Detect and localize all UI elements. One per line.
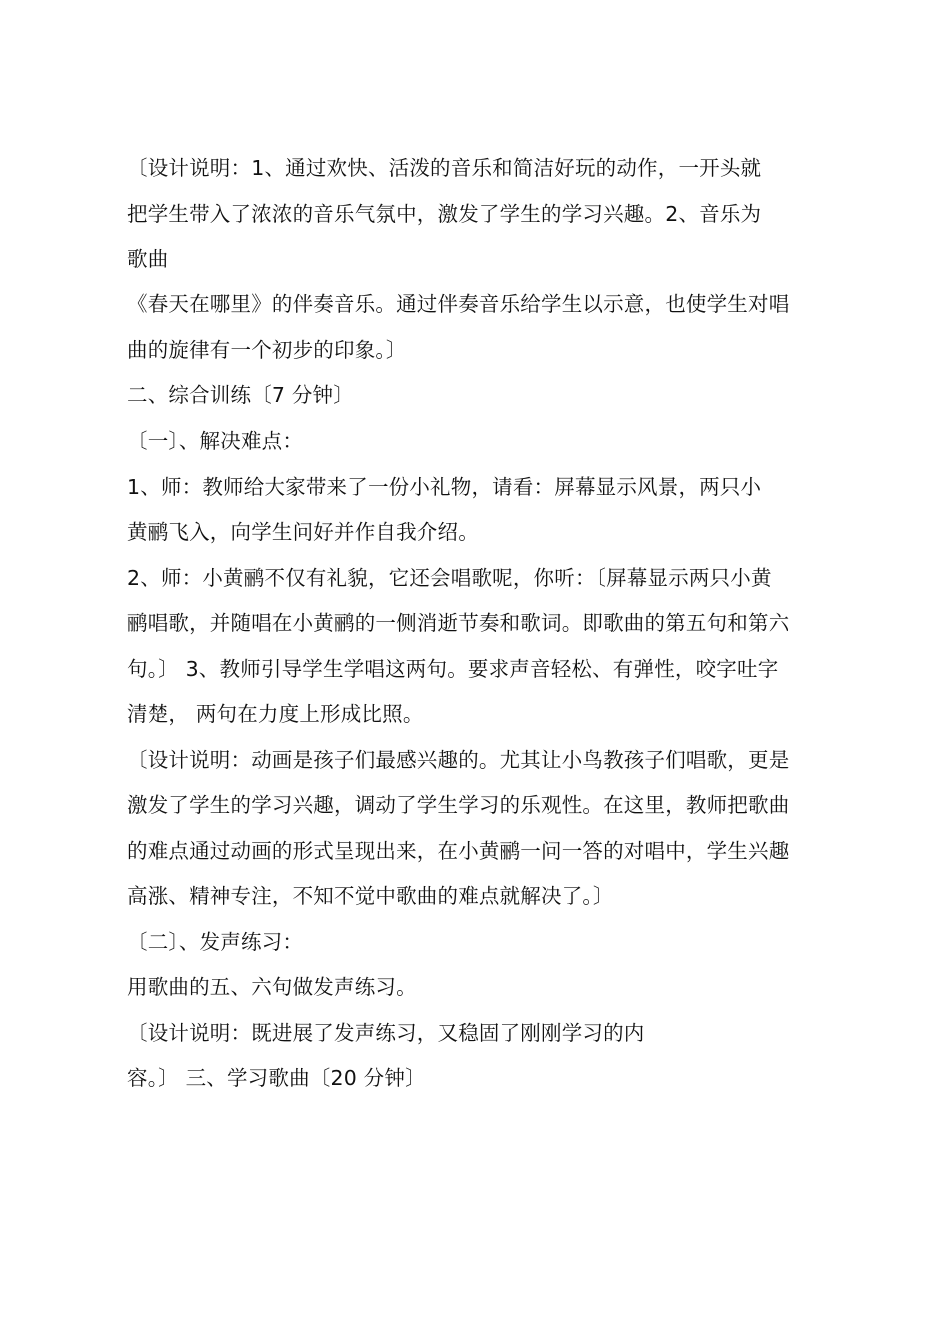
subsection-heading: 〔一〕、解决难点： <box>127 429 304 453</box>
text-line: 《春天在哪里》的伴奏音乐。通过伴奏音乐给学生以示意，也使学生对唱 <box>127 292 790 316</box>
text-line: 句。〕 3、教师引导学生学唱这两句。要求声音轻松、有弹性，咬字吐字 <box>127 657 779 681</box>
text-line: 激发了学生的学习兴趣，调动了学生学习的乐观性。在这里，教师把歌曲 <box>127 793 790 817</box>
section-heading: 二、综合训练〔7 分钟〕 <box>127 383 354 407</box>
text-line: 鹂唱歌，并随唱在小黄鹂的一侧消逝节奏和歌词。即歌曲的第五句和第六 <box>127 611 790 635</box>
text-line: 2、师：小黄鹂不仅有礼貌，它还会唱歌呢，你听：〔屏幕显示两只小黄 <box>127 566 772 590</box>
text-line: 1、师：教师给大家带来了一份小礼物，请看：屏幕显示风景，两只小 <box>127 475 762 499</box>
text-line: 〔设计说明：动画是孩子们最感兴趣的。尤其让小鸟教孩子们唱歌，更是 <box>127 748 790 772</box>
text-line: 用歌曲的五、六句做发声练习。 <box>127 975 417 999</box>
text-line: 歌曲 <box>127 247 169 271</box>
text-line: 高涨、精神专注，不知不觉中歌曲的难点就解决了。〕 <box>127 884 614 908</box>
text-line: 〔设计说明：既进展了发声练习，又稳固了刚刚学习的内 <box>127 1021 645 1045</box>
text-line: 的难点通过动画的形式呈现出来，在小黄鹂一问一答的对唱中，学生兴趣 <box>127 839 790 863</box>
text-line: 〔设计说明：1、通过欢快、活泼的音乐和简洁好玩的动作，一开头就 <box>127 156 762 180</box>
text-line: 容。〕 三、学习歌曲〔20 分钟〕 <box>127 1066 426 1090</box>
text-line: 曲的旋律有一个初步的印象。〕 <box>127 338 407 362</box>
text-line: 黄鹂飞入，向学生问好并作自我介绍。 <box>127 520 479 544</box>
text-line: 把学生带入了浓浓的音乐气氛中，激发了学生的学习兴趣。2、音乐为 <box>127 202 762 226</box>
text-line: 清楚， 两句在力度上形成比照。 <box>127 702 424 726</box>
subsection-heading: 〔二〕、发声练习： <box>127 930 304 954</box>
